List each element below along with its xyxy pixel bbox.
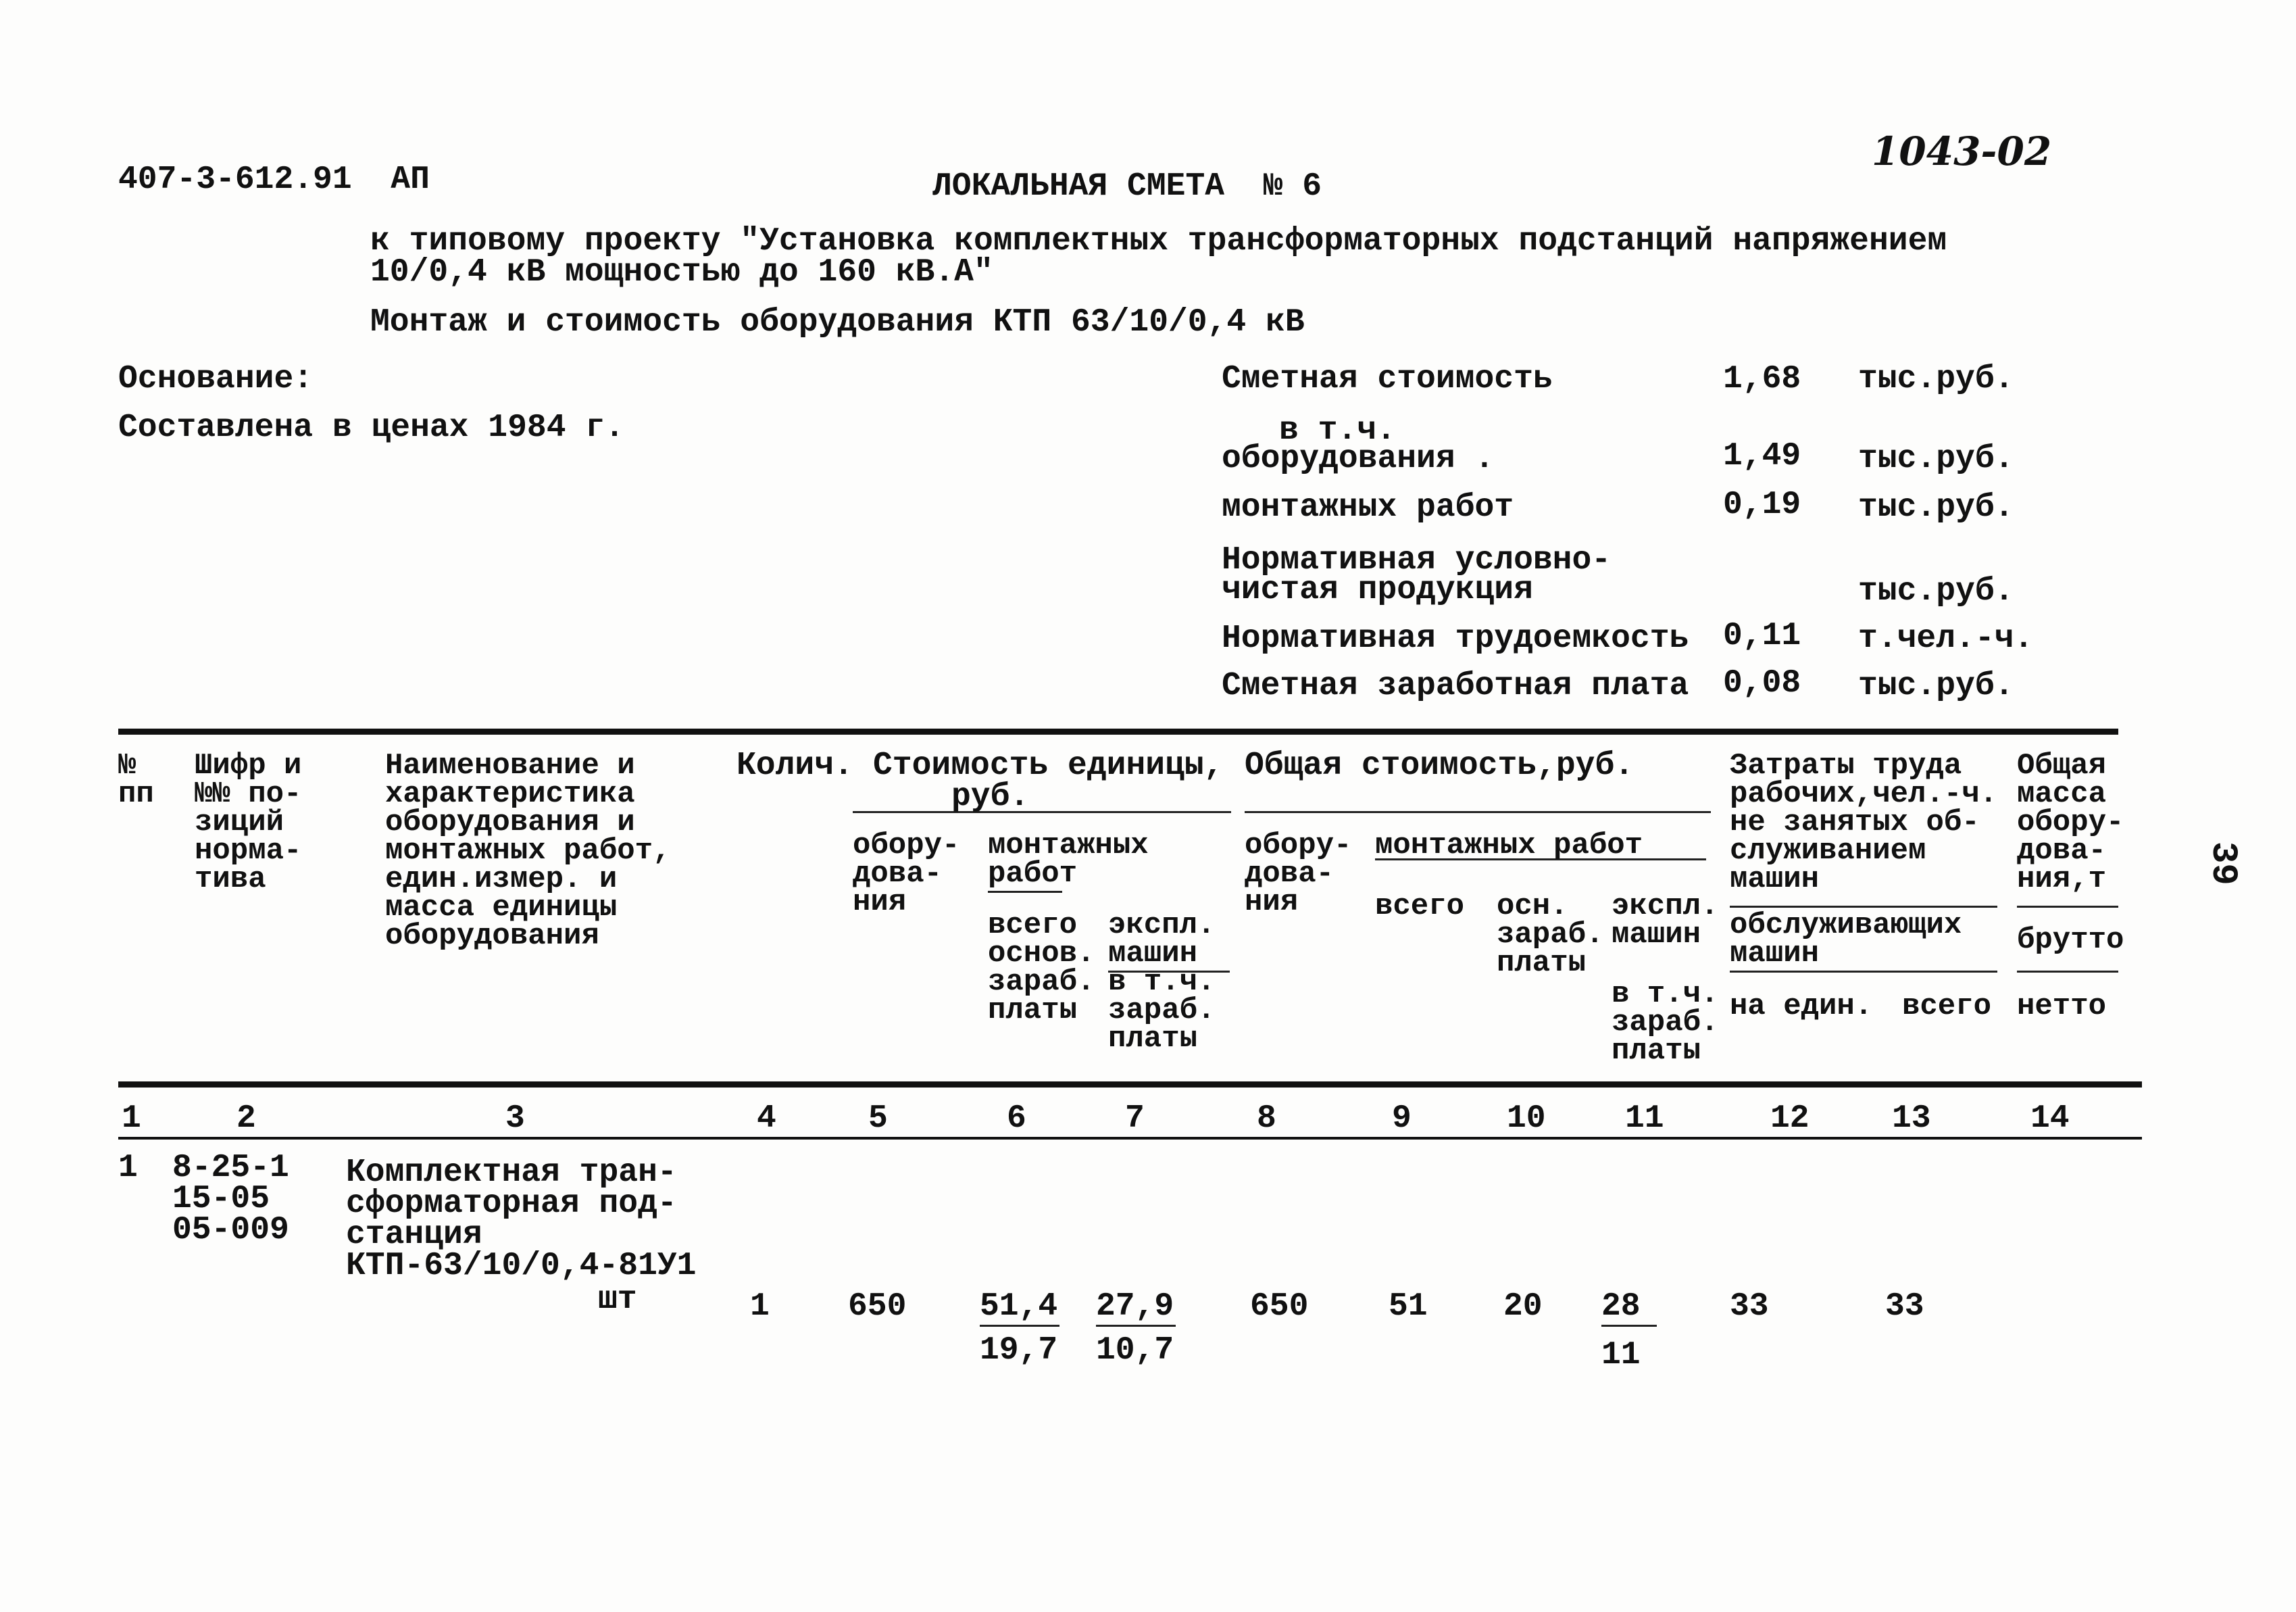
col-head-6: всего основ. зараб. платы: [988, 908, 1095, 1027]
summary-unit: тыс.руб.: [1858, 573, 2014, 610]
summary-unit: тыс.руб.: [1858, 668, 2014, 704]
document-title: ЛОКАЛЬНАЯ СМЕТА № 6: [932, 168, 1322, 205]
row-c5: 650: [848, 1288, 907, 1325]
summary-label: Сметная стоимость: [1222, 361, 1553, 397]
col-head-13: всего: [1902, 990, 1992, 1023]
col-head-code: Шифр и №№ по- зиций норма- тива: [195, 749, 302, 896]
col-number: 3: [505, 1100, 525, 1137]
col-number: 5: [868, 1100, 888, 1137]
rule-total-cost: [1245, 811, 1711, 813]
col-head-mass: Общая масса обору- дова- ния,т: [2017, 749, 2124, 896]
col-head-7a: экспл.: [1108, 908, 1216, 942]
document-code: 407-3-612.91 АП: [118, 162, 430, 198]
col-head-11b: машин: [1612, 918, 1701, 952]
rule-rabot: [988, 891, 1062, 893]
row-qty: 1: [750, 1288, 770, 1325]
row-c10: 20: [1503, 1288, 1543, 1325]
col-number: 9: [1392, 1100, 1412, 1137]
rule-labor-2: [1730, 971, 1997, 973]
summary-label: Нормативная условно-: [1222, 542, 1612, 579]
rule-mass-2: [2017, 971, 2118, 973]
summary-label: чистая продукция: [1222, 572, 1533, 608]
row-c11b: 11: [1601, 1337, 1641, 1373]
col-number: 8: [1257, 1100, 1276, 1137]
summary-unit: т.чел.-ч.: [1858, 620, 2034, 657]
summary-label: Нормативная трудоемкость: [1222, 620, 1689, 657]
row-c6b: 19,7: [980, 1332, 1058, 1369]
summary-value: 1,68: [1723, 361, 1801, 397]
col-head-unit-cost: Стоимость единицы,: [873, 748, 1224, 784]
col-number: 14: [2030, 1100, 2070, 1137]
summary-value: 1,49: [1723, 438, 1801, 474]
col-head-unit-cost-rub: руб.: [951, 779, 1030, 815]
col-number: 11: [1625, 1100, 1664, 1137]
col-head-14: нетто: [2017, 990, 2107, 1023]
row-c6-fraction-rule: [980, 1325, 1059, 1327]
summary-label: оборудования .: [1222, 441, 1495, 477]
col-head-labor-serv: обслуживающих: [1730, 908, 1962, 942]
page-number: 39: [2202, 841, 2243, 885]
row-code: 8-25-1 15-05 05-009: [172, 1150, 289, 1248]
col-number: 12: [1770, 1100, 1810, 1137]
row-c7b: 10,7: [1096, 1332, 1174, 1369]
rule-unit-cost: [853, 811, 1231, 813]
rule-labor-1: [1730, 906, 1997, 908]
basis-label: Основание:: [118, 361, 314, 397]
col-head-num: № пп: [118, 749, 154, 811]
summary-value: 0,08: [1723, 665, 1801, 702]
col-number: 7: [1125, 1100, 1145, 1137]
col-head-8: обору- дова- ния: [1245, 829, 1352, 919]
col-head-labor-mashin2: машин: [1730, 937, 1820, 971]
col-head-total-cost: Общая стоимость,руб.: [1245, 748, 1634, 784]
column-numbers-rule: [118, 1137, 2142, 1140]
col-number: 1: [122, 1100, 141, 1137]
row-c9: 51: [1389, 1288, 1428, 1325]
col-head-12: на един.: [1730, 990, 1873, 1023]
col-head-7c: в т.ч. зараб. платы: [1108, 965, 1216, 1056]
table-top-rule: [118, 729, 2118, 735]
subtitle-line-1: к типовому проекту "Установка комплектных трансформаторных подстанций напряжением: [370, 223, 1947, 260]
col-number: 4: [757, 1100, 776, 1137]
row-c6a: 51,4: [980, 1288, 1058, 1325]
col-head-11a: экспл.: [1612, 889, 1719, 923]
col-head-qty: Колич.: [737, 748, 853, 784]
row-c8: 650: [1250, 1288, 1309, 1325]
summary-unit: тыс.руб.: [1858, 361, 2014, 397]
row-c7a: 27,9: [1096, 1288, 1174, 1325]
col-head-11c: в т.ч. зараб. платы: [1612, 977, 1719, 1068]
col-head-67-top2: работ: [988, 857, 1078, 891]
col-head-labor-mashin: машин: [1730, 862, 1820, 896]
summary-label: Сметная заработная плата: [1222, 668, 1689, 704]
col-number: 13: [1892, 1100, 1931, 1137]
col-head-9: всего: [1375, 889, 1465, 923]
col-head-7b: машин: [1108, 937, 1198, 971]
table-head-bottom-rule: [118, 1081, 2142, 1088]
subtitle-line-2: 10/0,4 кВ мощностью до 160 кВ.А": [370, 254, 993, 291]
summary-value: 0,19: [1723, 487, 1801, 523]
subtitle-line-3: Монтаж и стоимость оборудования КТП 63/10/0,4 кВ: [370, 304, 1305, 341]
col-number: 6: [1007, 1100, 1026, 1137]
summary-label: монтажных работ: [1222, 489, 1514, 526]
prices-note: Составлена в ценах 1984 г.: [118, 410, 624, 446]
summary-unit: тыс.руб.: [1858, 489, 2014, 526]
row-num: 1: [118, 1150, 138, 1186]
rule-mass-1: [2017, 906, 2118, 908]
row-unit: шт: [598, 1281, 637, 1318]
row-name: Комплектная тран- сформаторная под- станция КТП-63/10/0,4-81У1: [346, 1154, 697, 1284]
col-head-labor: Затраты труда рабочих,чел.-ч. не занятых об- служиванием: [1730, 749, 1998, 868]
summary-label: в т.ч.: [1279, 412, 1396, 449]
row-c13: 33: [1885, 1288, 1924, 1325]
col-number: 2: [236, 1100, 256, 1137]
col-head-mass-brutto: брутто: [2017, 923, 2124, 957]
summary-unit: тыс.руб.: [1858, 441, 2014, 477]
col-head-67-top: монтажных: [988, 829, 1149, 862]
col-number: 10: [1507, 1100, 1546, 1137]
summary-value: 0,11: [1723, 618, 1801, 654]
col-head-name: Наименование и характеристика оборудования и монтажных работ, един.измер. и масса единицы оборудования: [385, 749, 671, 953]
handwritten-number: 1043-02: [1872, 128, 2052, 174]
row-c12: 33: [1730, 1288, 1769, 1325]
row-c11-fraction-rule: [1601, 1325, 1657, 1327]
col-head-5: обору- дова- ния: [853, 829, 960, 919]
row-c7-fraction-rule: [1096, 1325, 1176, 1327]
row-c11a: 28: [1601, 1288, 1641, 1325]
col-head-911-top: монтажных работ: [1375, 829, 1643, 862]
col-head-10: осн. зараб. платы: [1497, 889, 1604, 980]
